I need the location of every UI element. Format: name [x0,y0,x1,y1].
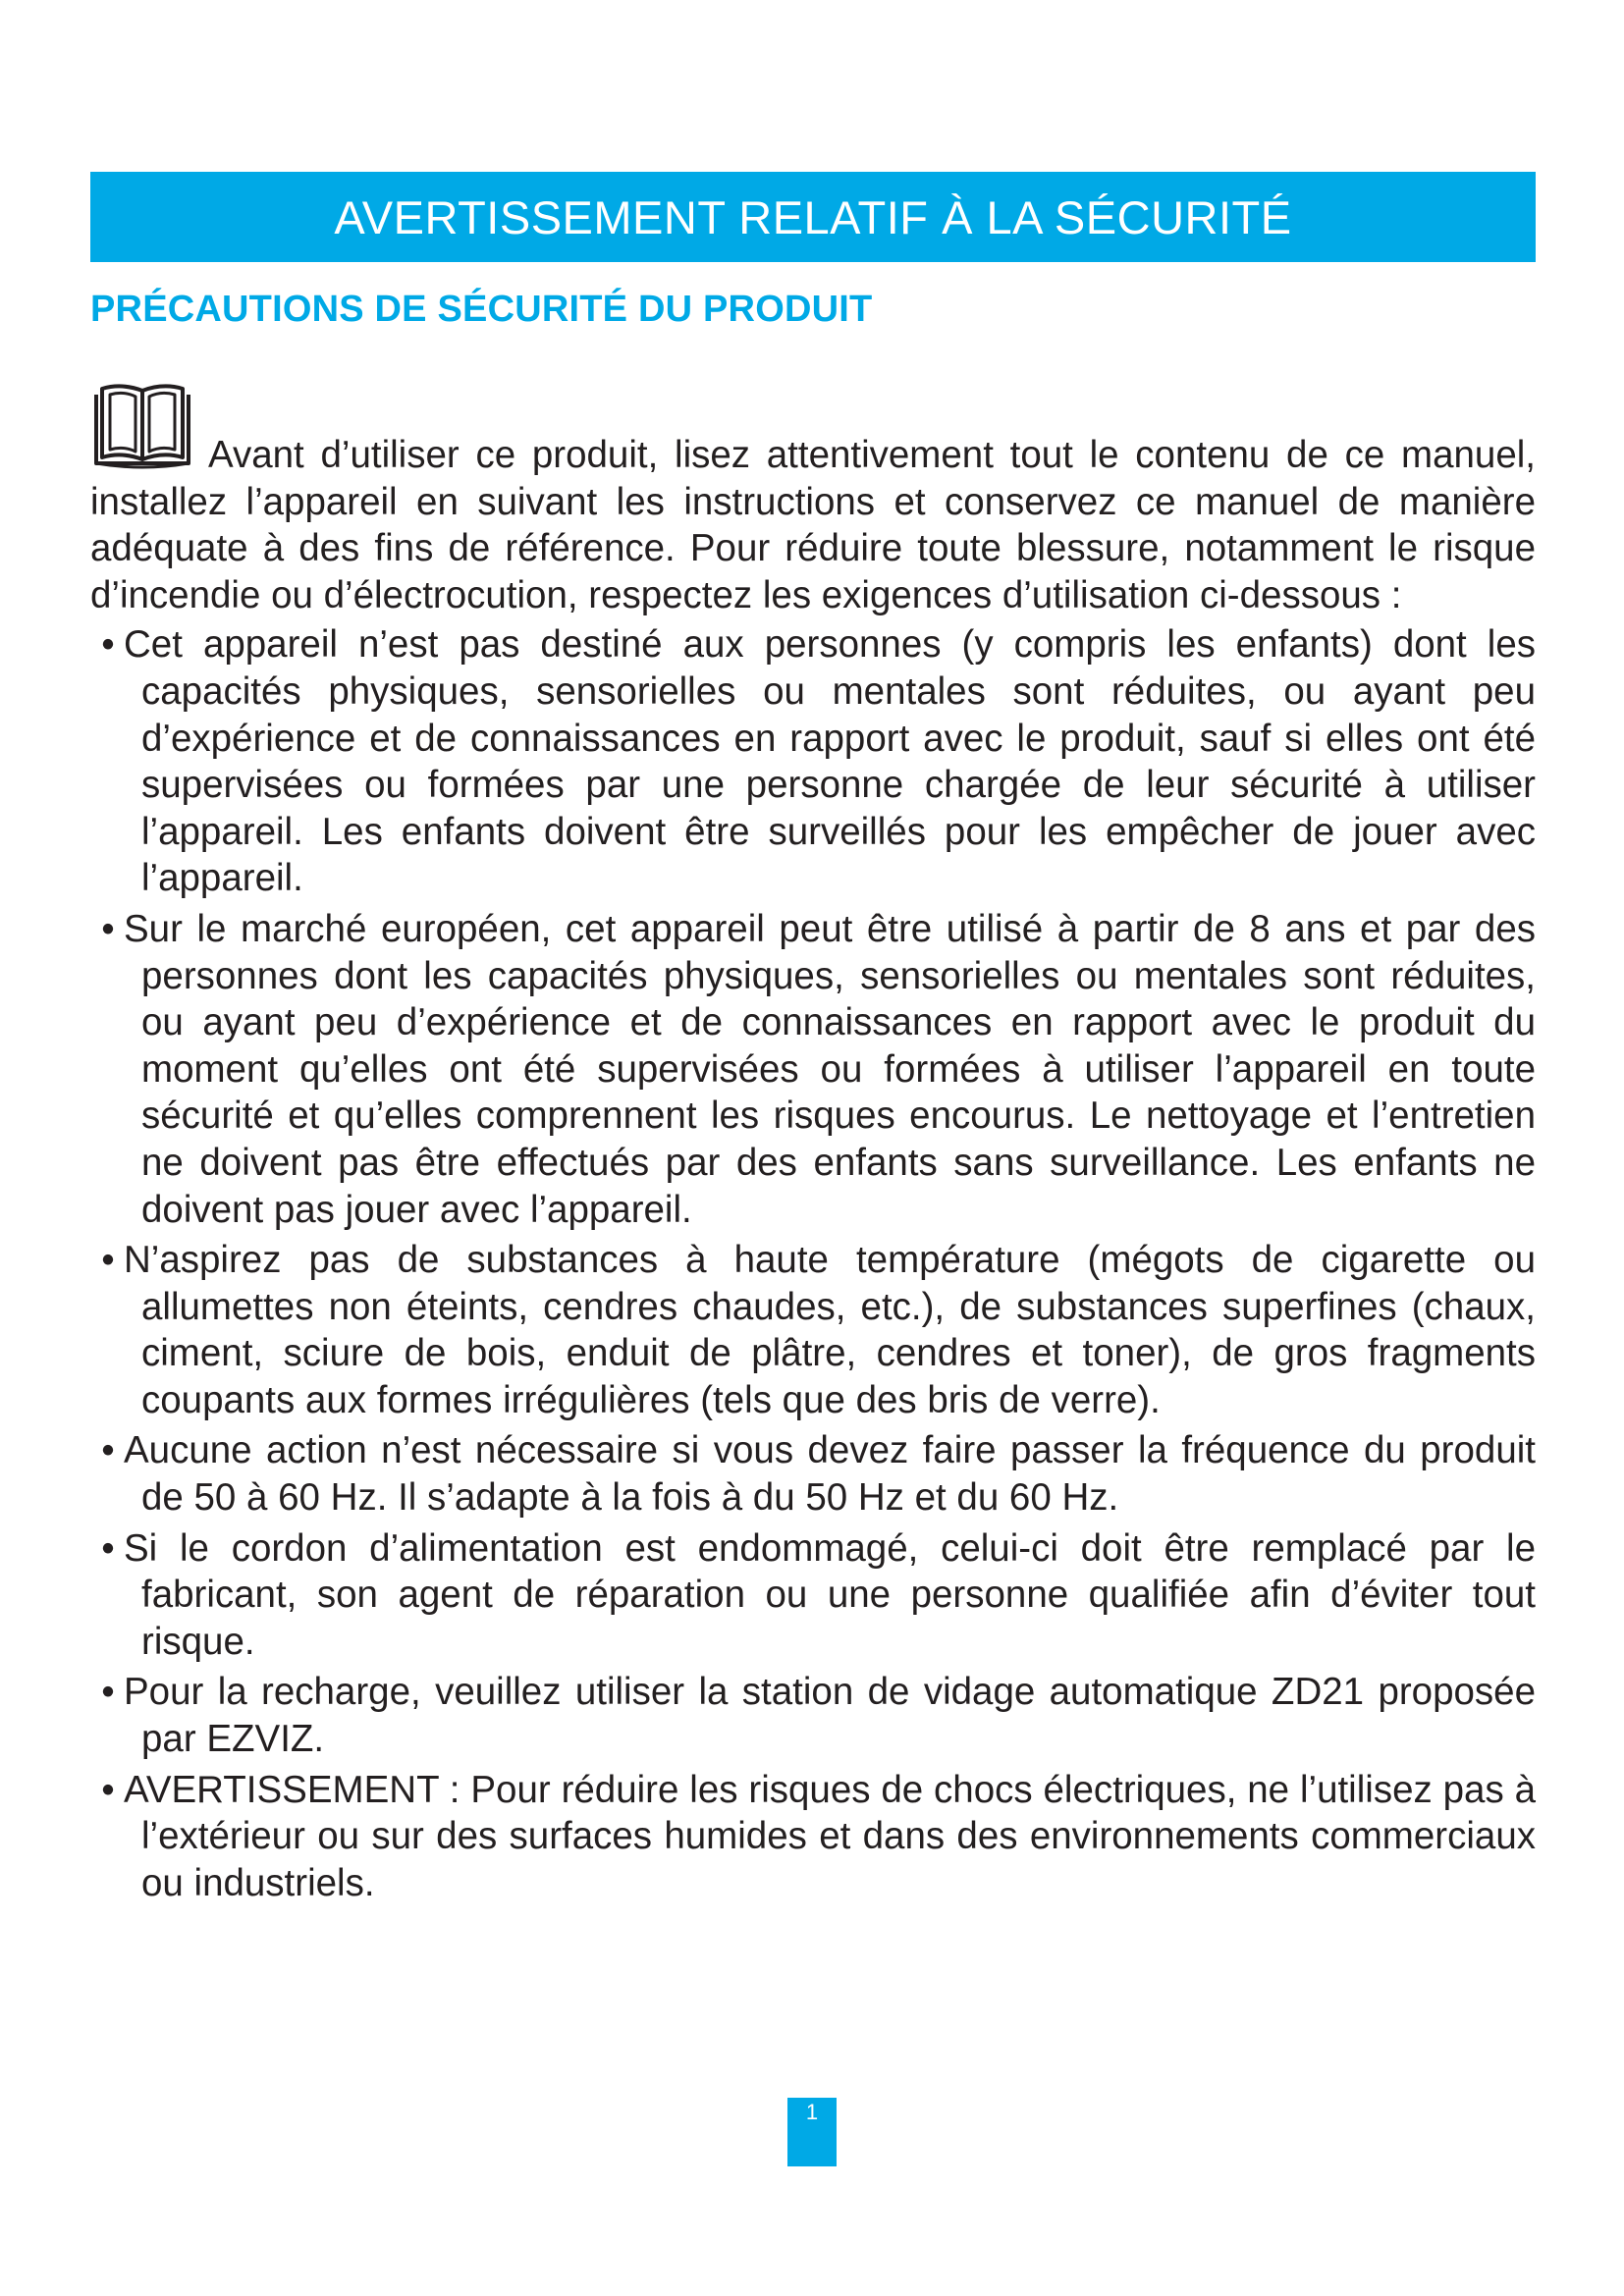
list-item: • Aucune action n’est nécessaire si vous devez faire passer la fréquence du produit de 50 à 60 Hz. Il s’adapte à la fois à du 50 Hz et du 60 Hz. [101,1429,1536,1520]
list-item: • N’aspirez pas de substances à haute température (mégots de cigarette ou allumettes non éteints, cendres chaudes, etc.), de substances superfines (chaux, ciment, sciure de bois, enduit de plâtre, cendres et toner), de gros fragments coupants aux formes irrégulières (tels que des bris de verre). [101,1239,1536,1421]
intro-paragraph [90,381,1536,618]
banner-title: AVERTISSEMENT RELATIF À LA SÉCURITÉ [334,190,1292,243]
list-item: • AVERTISSEMENT : Pour réduire les risques de chocs électriques, ne l’utilisez pas à l’extérieur ou sur des surfaces humides et dans des environnements commerciaux ou industriels. [101,1768,1536,1904]
list-item: • Si le cordon d’alimentation est endommagé, celui-ci doit être remplacé par le fabricant, son agent de réparation ou une personne qualifiée afin d’éviter tout risque. [101,1526,1536,1663]
list-item: • Cet appareil n’est pas destiné aux personnes (y compris les enfants) dont les capacités physiques, sensorielles ou mentales sont réduites, ou ayant peu d’expérience et de connaissances en rapport avec le produit, sauf si elles ont été supervisées ou formées par une personne chargée de leur sécurité à utiliser l’appareil. Les enfants doivent être surveillés pour les empêcher de jouer avec l’appareil. [101,623,1536,900]
safety-requirements-list [90,621,1536,1906]
safety-warning-banner [90,172,1536,262]
list-item: • Pour la recharge, veuillez utiliser la station de vidage automatique ZD21 proposée par EZVIZ. [101,1671,1536,1761]
page-number: 1 [787,2098,837,2166]
document-body [90,381,1536,1910]
book-icon [90,381,194,471]
list-item: • Sur le marché européen, cet appareil peut être utilisé à partir de 8 ans et par des personnes dont les capacités physiques, sensorielles ou mentales sont réduites, ou ayant peu d’expérience et de connaissances en rapport avec le produit du moment qu’elles ont été supervisées ou formées à utiliser l’appareil en toute sécurité et qu’elles comprennent les risques encourus. Le nettoyage et l’entretien ne doivent pas être effectués par des enfants sans surveillance. Les enfants ne doivent pas jouer avec l’appareil. [101,907,1536,1231]
section-title: PRÉCAUTIONS DE SÉCURITÉ DU PRODUIT [90,289,873,330]
intro-text: Avant d’utiliser ce produit, lisez attentivement tout le contenu de ce manuel, installez l’appareil en suivant les instructions et conservez ce manuel de manière adéquate à des fins de référence. Pour réduire toute blessure, notamment le risque d’incendie ou d’électrocution, respectez les exigences d’utilisation ci-dessous : [90,434,1536,616]
